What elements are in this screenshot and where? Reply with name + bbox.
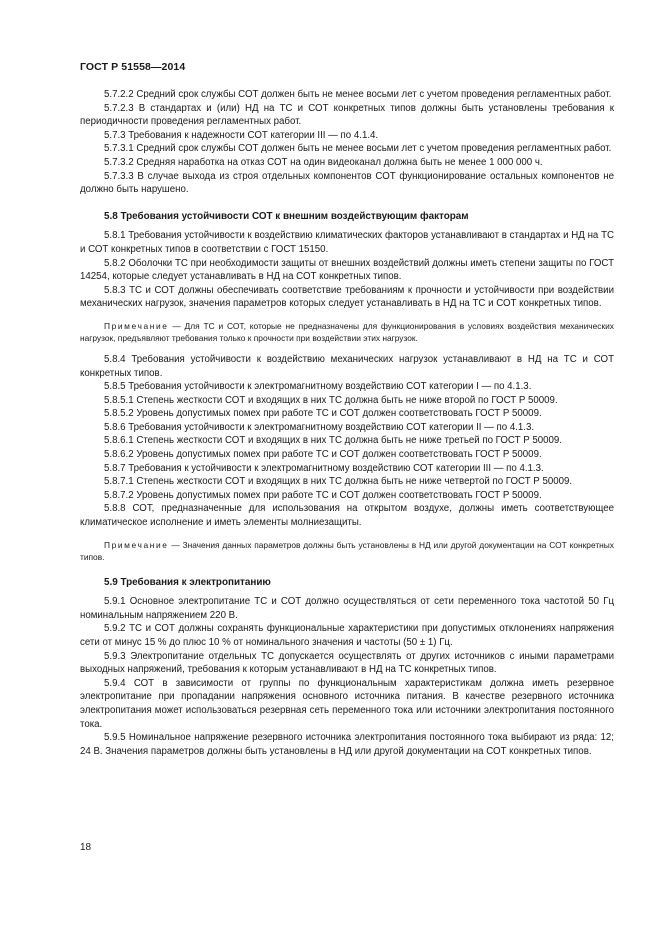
paragraph-5-9-5: 5.9.5 Номинальное напряжение резервного источника электропитания постоянного тока выбирают из ряда: 12; 24 В. Значения параметров должны быть установлены в НД или другой документации на СОТ конкретных типов. (80, 732, 614, 757)
paragraph-5-8-6-2: 5.8.6.2 Уровень допустимых помех при работе ТС и СОТ должен соответствовать ГОСТ Р 50009. (104, 449, 542, 461)
paragraph-5-9-4: 5.9.4 СОТ в зависимости от группы по функциональным характеристикам должна иметь резервное электропитание при пропадании напряжения основного источника питания. В качестве резервного источника электропитания может использоваться резервная сеть переменного тока или источники электропитания постоянного тока. (80, 677, 614, 730)
paragraph-5-8-8: 5.8.8 СОТ, предназначенные для использования на открытом воздухе, должны иметь соответствующее климатическое исполнение и иметь элементы молниезащиты. (80, 503, 614, 529)
document-header: ГОСТ Р 51558—2014 (80, 61, 186, 73)
paragraph-5-8-6-1: 5.8.6.1 Степень жесткости СОТ и входящих в них ТС должна быть не ниже третьей по ГОСТ Р 50009. (104, 435, 562, 447)
section-heading-5-9: 5.9 Требования к электропитанию (104, 576, 271, 588)
paragraph-5-9-3: 5.9.3 Электропитание отдельных ТС допускается осуществлять от других источников с иными параметрами выходных напряжений, требования к которым устанавливают в НД на ТС конкретных типов. (80, 650, 614, 676)
paragraph-5-8-2: 5.8.2 Оболочки ТС при необходимости защиты от внешних воздействий должны иметь степени защиты по ГОСТ 14254, которые следует устанавливать в НД на СОТ конкретных типов. (80, 257, 614, 283)
paragraph-5-9-1: 5.9.1 Основное электропитание ТС и СОТ должно осуществляться от сети переменного тока частотой 50 Гц номинальным напряжением 220 В. (80, 596, 614, 621)
note-1 (80, 320, 614, 344)
paragraph-5-8-7: 5.8.7 Требования к устойчивости к электромагнитному воздействию СОТ категории III — по 4.1.3. (104, 462, 544, 474)
paragraph-5-8-4: 5.8.4 Требования устойчивости к воздействию механических нагрузок устанавливают в НД на ТС и СОТ конкретных типов. (80, 353, 614, 379)
paragraph-5-8-7-2: 5.8.7.2 Уровень допустимых помех при работе ТС и СОТ должен соответствовать ГОСТ Р 50009. (104, 489, 542, 501)
paragraph-5-7-3-1: 5.7.3.1 Средний срок службы СОТ должен быть не менее восьми лет с учетом проведения регламентных работ. (104, 143, 612, 155)
paragraph-5-8-5: 5.8.5 Требования устойчивости к электромагнитному воздействию СОТ категории I — по 4.1.3. (104, 381, 532, 393)
paragraph-5-7-2-2: 5.7.2.2 Средний срок службы СОТ должен быть не менее восьми лет с учетом проведения регламентных работ. (104, 89, 612, 100)
note-2 (80, 539, 614, 563)
page-body (80, 88, 614, 758)
paragraph-5-7-3-3: 5.7.3.3 В случае выхода из строя отдельных компонентов СОТ функционирование остальных компонентов не должно быть нарушено. (80, 170, 614, 196)
note-2-label: Примечание (104, 539, 169, 550)
note-2-text: — Значения данных параметров должны быть установлены в НД или другой документации на СОТ конкретных типов. (80, 539, 614, 562)
page-number: 18 (80, 842, 92, 853)
note-1-label: Примечание (104, 320, 169, 331)
paragraph-5-7-2-3: 5.7.2.3 В стандартах и (или) НД на ТС и СОТ конкретных типов должны быть установлены требования к периодичности проведения регламентных работ. (80, 102, 614, 128)
paragraph-5-8-5-1: 5.8.5.1 Степень жесткости СОТ и входящих в них ТС должна быть не ниже второй по ГОСТ Р 50009. (104, 394, 558, 406)
paragraph-5-8-6: 5.8.6 Требования устойчивости к электромагнитному воздействию СОТ категории II — по 4.1.3. (104, 421, 535, 433)
paragraph-5-8-1: 5.8.1 Требования устойчивости к воздействию климатических факторов устанавливают в стандартах и НД на ТС и СОТ конкретных типов в соответствии с ГОСТ 15150. (80, 230, 614, 255)
paragraph-5-7-3-2: 5.7.3.2 Средняя наработка на отказ СОТ на один видеоканал должна быть не менее 1 000 000 ч. (104, 156, 543, 168)
paragraph-5-8-3: 5.8.3 ТС и СОТ должны обеспечивать соответствие требованиям к прочности и устойчивости при воздействии механических нагрузок, значения параметров которых следует устанавливать в НД на ТС и СОТ конкретных типов. (80, 284, 614, 310)
paragraph-5-9-2: 5.9.2 ТС и СОТ должны сохранять функциональные характеристики при допустимых отклонениях напряжения сети от минус 15 % до плюс 10 % от номинального значения и частоты (50 ± 1) Гц. (80, 623, 614, 648)
paragraph-5-8-5-2: 5.8.5.2 Уровень допустимых помех при работе ТС и СОТ должен соответствовать ГОСТ Р 50009. (104, 408, 542, 420)
paragraph-5-8-7-1: 5.8.7.1 Степень жесткости СОТ и входящих в них ТС должна быть не ниже четвертой по ГОСТ Р 50009. (104, 476, 573, 488)
paragraph-5-7-3: 5.7.3 Требования к надежности СОТ категории III — по 4.1.4. (104, 129, 379, 141)
note-1-text: — Для ТС и СОТ, которые не предназначены для функционирования в условиях воздействия механических нагрузок, предъявляют требования только к прочности при воздействии этих нагрузок. (80, 320, 614, 343)
section-heading-5-8: 5.8 Требования устойчивости СОТ к внешним воздействующим факторам (104, 210, 469, 222)
